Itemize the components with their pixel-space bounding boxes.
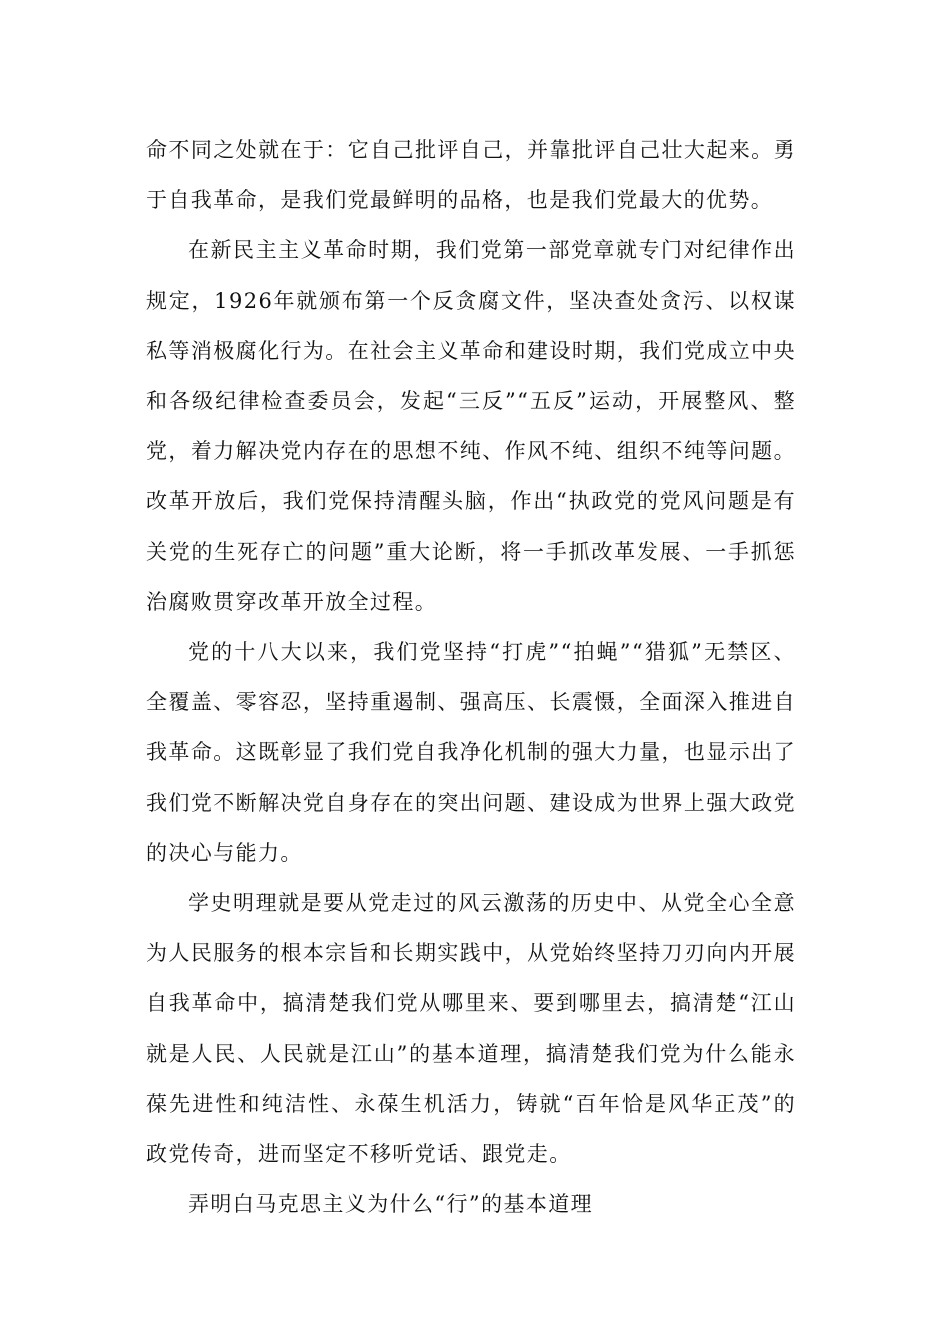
paragraph-learning-history: 学史明理就是要从党走过的风云激荡的历史中、从党全心全意为人民服务的根本宗旨和长期实践中，从党始终坚持刀刃向内开展自我革命中，搞清楚我们党从哪里来、要到哪里去，搞清楚“江山就是人民、人民就是江山”的基本道理，搞清楚我们党为什么能永葆先进性和纯洁性、永葆生机活力，铸就“百年恰是风华正茂”的政党传奇，进而坚定不移听党话、跟党走。 [146, 891, 796, 1167]
paragraph-eighteenth-congress: 党的十八大以来，我们党坚持“打虎”“拍蝇”“猎狐”无禁区、全覆盖、零容忍，坚持重遏制、强高压、长震慑，全面深入推进自我革命。这既彰显了我们党自我净化机制的强大力量，也显示出了我们党不断解决党自身存在的突出问题、建设成为世界上强大政党的决心与能力。 [146, 640, 796, 865]
document-page [146, 125, 796, 1229]
paragraph-continuation: 命不同之处就在于：它自己批评自己，并靠批评自己壮大起来。勇于自我革命，是我们党最鲜明的品格，也是我们党最大的优势。 [146, 138, 796, 213]
section-heading-marxism: 弄明白马克思主义为什么“行”的基本道理 [188, 1192, 594, 1217]
paragraph-new-democratic-revolution: 在新民主主义革命时期，我们党第一部党章就专门对纪律作出规定，1926年就颁布第一个反贪腐文件，坚决查处贪污、以权谋私等消极腐化行为。在社会主义革命和建设时期，我们党成立中央和各级纪律检查委员会，发起“三反”“五反”运动，开展整风、整党，着力解决党内存在的思想不纯、作风不纯、组织不纯等问题。改革开放后，我们党保持清醒头脑，作出“执政党的党风问题是有关党的生死存亡的问题”重大论断，将一手抓改革发展、一手抓惩治腐败贯穿改革开放全过程。 [146, 238, 796, 614]
